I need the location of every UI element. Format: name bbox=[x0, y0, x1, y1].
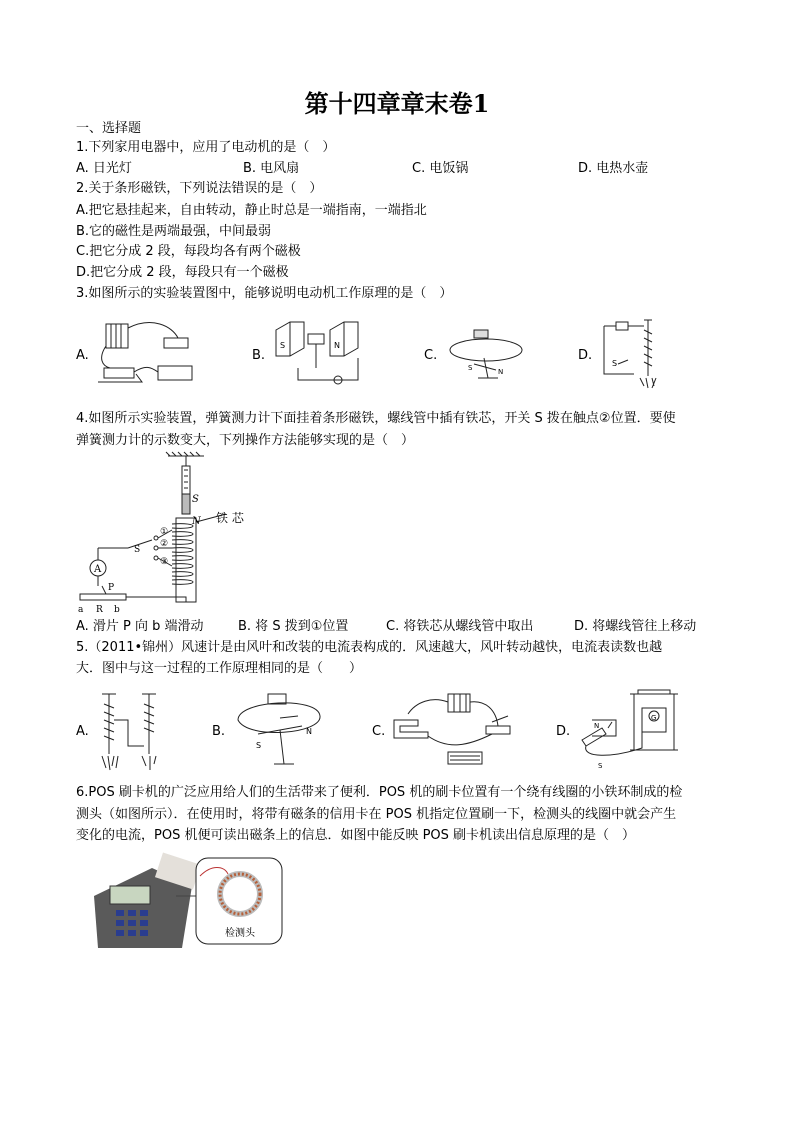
q4-option-a: A. 滑片 P 向 b 端滑动 bbox=[76, 619, 204, 634]
svg-text:N: N bbox=[498, 368, 504, 376]
q4-contact-1-label: ① bbox=[160, 527, 169, 537]
q4-a-label: a bbox=[78, 605, 84, 615]
q2-option-a: A.把它悬挂起来，自由转动，静止时总是一端指南，一端指北 bbox=[76, 203, 427, 218]
q4-contact-3-label: ③ bbox=[160, 557, 169, 567]
q6-caption: 检测头 bbox=[225, 928, 255, 939]
q6-stem-line2: 测头（如图所示）．在使用时，将带有磁条的信用卡在 POS 机指定位置刷一下，检测头的线圈中就会产生 bbox=[76, 807, 677, 822]
q4-option-d: D. 将螺线管往上移动 bbox=[574, 619, 697, 634]
q2-option-b: B.它的磁性是两端最强，中间最弱 bbox=[76, 224, 272, 239]
q5-label-c: C. bbox=[372, 724, 386, 739]
q3-label-d: D. bbox=[578, 348, 593, 363]
q4-s-pole-label: S bbox=[192, 494, 199, 505]
svg-text:N: N bbox=[306, 727, 312, 736]
svg-text:N: N bbox=[594, 722, 600, 730]
q3-figure-b bbox=[268, 318, 378, 388]
q5-label-b: B. bbox=[212, 724, 226, 739]
q3-stem: 3.如图所示的实验装置图中，能够说明电动机工作原理的是（ ） bbox=[76, 286, 453, 301]
q5-figure-d bbox=[572, 688, 686, 776]
q4-option-c: C. 将铁芯从螺线管中取出 bbox=[386, 619, 534, 634]
q6-stem-line3: 变化的电流，POS 机便可读出磁条上的信息．如图中能反映 POS 刷卡机读出信息原理的是（ ） bbox=[76, 828, 636, 843]
svg-text:S: S bbox=[280, 341, 286, 350]
q4-b-label: b bbox=[114, 605, 120, 615]
q3-label-a: A. bbox=[76, 348, 89, 363]
q4-stem-line1: 4.如图所示实验装置，弹簧测力计下面挂着条形磁铁，螺线管中插有铁芯，开关 S 拨在触点②位置．要使 bbox=[76, 411, 676, 426]
q4-stem-line2: 弹簧测力计的示数变大，下列操作方法能够实现的是（ ） bbox=[76, 433, 415, 448]
q4-contact-2-label: ② bbox=[160, 539, 169, 549]
page-title: 第十四章章末卷1 bbox=[304, 89, 490, 118]
q1-option-b: B. 电风扇 bbox=[243, 161, 300, 176]
q4-figure bbox=[76, 452, 256, 616]
q3-label-b: B. bbox=[252, 348, 266, 363]
q5-stem-line2: 大．图中与这一过程的工作原理相同的是（ ） bbox=[76, 661, 363, 676]
q4-switch-label: S bbox=[134, 545, 141, 555]
q6-figure bbox=[92, 856, 288, 950]
q4-option-b: B. 将 S 拨到①位置 bbox=[238, 619, 349, 634]
svg-text:S: S bbox=[612, 359, 618, 368]
q1-stem: 1.下列家用电器中，应用了电动机的是（ ） bbox=[76, 140, 336, 155]
q3-figure-c bbox=[440, 320, 530, 390]
q5-label-d: D. bbox=[556, 724, 571, 739]
q3-figure-a bbox=[92, 316, 202, 392]
svg-text:G: G bbox=[651, 714, 657, 722]
q5-figure-c bbox=[388, 690, 518, 774]
section-heading: 一、选择题 bbox=[76, 121, 142, 136]
q4-ammeter-label: A bbox=[94, 564, 102, 575]
q1-option-a: A. 日光灯 bbox=[76, 161, 132, 176]
q4-slider-label: P bbox=[108, 583, 115, 593]
svg-text:S: S bbox=[468, 364, 473, 372]
q3-label-c: C. bbox=[424, 348, 438, 363]
svg-text:S: S bbox=[256, 741, 262, 750]
svg-text:S: S bbox=[598, 762, 603, 770]
q4-n-pole-label: N bbox=[192, 516, 201, 527]
q3-figure-d bbox=[594, 316, 674, 394]
q5-stem-line1: 5.（2011•锦州）风速计是由风叶和改装的电流表构成的．风速越大，风叶转动越快，电流表读数也越 bbox=[76, 640, 663, 655]
q1-option-c: C. 电饭锅 bbox=[412, 161, 469, 176]
q4-r-label: R bbox=[96, 605, 103, 615]
q2-option-c: C.把它分成 2 段，每段均各有两个磁极 bbox=[76, 244, 301, 259]
q6-stem-line1: 6.POS 刷卡机的广泛应用给人们的生活带来了便利．POS 机的刷卡位置有一个绕有线圈的小铁环制成的检 bbox=[76, 785, 683, 800]
q5-figure-b bbox=[228, 690, 328, 774]
q2-option-d: D.把它分成 2 段，每段只有一个磁极 bbox=[76, 265, 289, 280]
q1-option-d: D. 电热水壶 bbox=[578, 161, 649, 176]
q2-stem: 2.关于条形磁铁，下列说法错误的是（ ） bbox=[76, 181, 323, 196]
q5-label-a: A. bbox=[76, 724, 89, 739]
q4-iron-core-label: 铁 芯 bbox=[216, 511, 244, 525]
q5-figure-a bbox=[92, 690, 172, 776]
svg-text:N: N bbox=[334, 341, 340, 350]
